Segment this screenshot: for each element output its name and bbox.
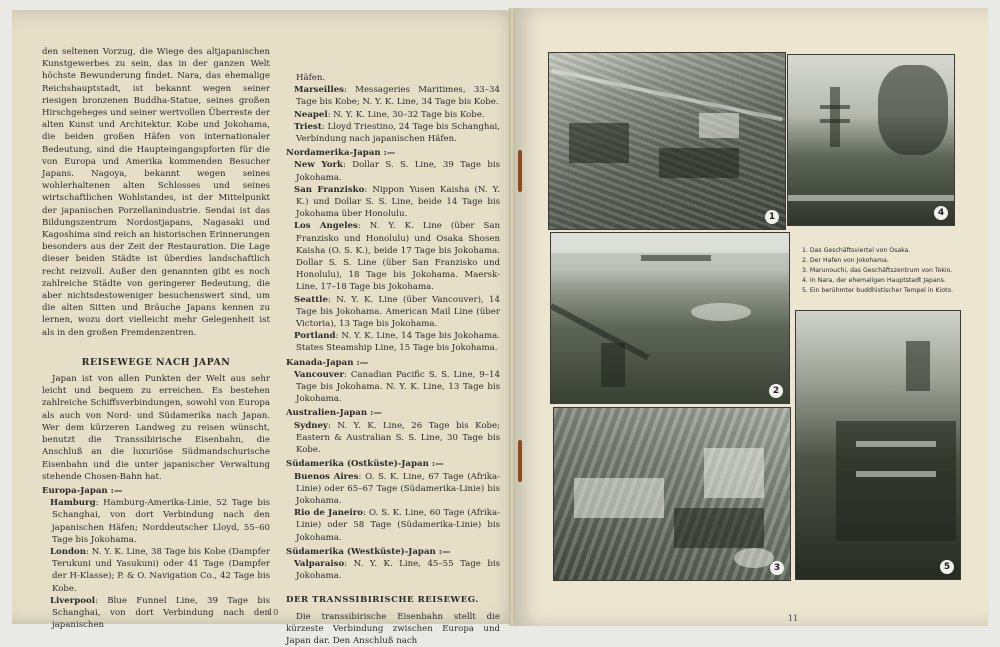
route-entry: Triest: Lloyd Triestino, 24 Tage bis Schanghai, Verbindung nach japanischen Häfen.: [294, 121, 500, 145]
photo-kyoto-temple: [795, 310, 961, 580]
photo-captions: [802, 246, 962, 296]
photo-number: 3: [770, 561, 784, 575]
page-number: 10: [268, 608, 279, 617]
photo-number: 1: [765, 210, 779, 224]
body-paragraph: Japan ist von allen Punkten der Welt aus sehr leicht und bequem zu erreichen. Es bestehen zahlreiche Schiffsverbindungen, sowohl von Europa als auch von Nord- und Südamerika nach Japan. Wer dem kürzeren Landweg zu reisen wünscht, benutzt die Transsibirische Eisenbahn, die Anschluß an die luxuriöse Südmandschurische Eisenbahn und die unter japanischer Verwaltung stehende Chosen-Bahn hat.: [42, 374, 270, 482]
caption: 3. Marunouchi, das Geschäftszentrum von Tokio.: [802, 267, 953, 274]
page-number: 11: [788, 614, 799, 623]
route-entry: Liverpool: Blue Funnel Line, 39 Tage bis Schanghai, von dort Verbindung nach den japanischen: [50, 595, 270, 631]
route-entry: Valparaiso: N. Y. K. Line, 45–55 Tage bis Jokohama.: [294, 558, 500, 582]
intro-paragraph: den seltenen Vorzug, die Wiege des altjapanischen Kunstgewerbes zu sein, das in der ganzen Welt höchste Bewunderung findet. Nara, das ehemalige Reichshauptstadt, ist bekannt wegen seiner riesigen bronzenen Buddha-Statue, seines großen Hirschgeheges und seiner wertvollen Überreste der alten Kunst und Architektur. Kobe und Jokohama, die beiden großen Häfen von internationaler Bedeutung, sind die Haupteingangspforten für die von Europa und Amerika kommenden Besucher Japans. Nagoya, bekannt wegen seines wohlerhaltenen alten Schlosses und seines wirtschaftlichen Wohlstandes, ist der Mittelpunkt der japanischen Porzellanindustrie. Sendai ist das Bildungszentrum Nordostjapans, Nagasaki und Kagoshima sind reich an historischen Erinnerungen besonders aus der Zeit der Restauration. Die Lage dieser beiden Städte ist überdies landschaftlich recht reizvoll. Außer den genannten gibt es noch zahlreiche Städte von geringerer Bedeutung, die aber nichtsdestoweniger besuchenswert sind, um die alten Sitten und Bräuche Japans kennen zu lernen, wozu dort vielleicht mehr Gelegenheit ist als in den großen Fremdenzentren.: [42, 47, 270, 338]
section-heading: REISEWEGE NACH JAPAN: [81, 356, 231, 368]
route-entry: Hamburg: Hamburg-Amerika-Linie, 52 Tage bis Schanghai, von dort Verbindung nach den japanischen Häfen; Norddeutscher Lloyd, 55–60 Tage bis Jokohama.: [50, 498, 270, 545]
route-entry: Marseilles: Messageries Maritimes, 33–34 Tage bis Kobe; N. Y. K. Line, 34 Tage bis Kobe.: [294, 85, 500, 108]
route-entry: Los Angeles: N. Y. K. Line (über San Franzisko und Honolulu) und Osaka Shosen Kaisha (O. S. K.), beide 17 Tage bis Jokohama. Dollar S. S. Line (über San Franzisko und Honolulu), 18 Tage bis Jokohama. Maersk-Line, 17–18 Tage bis Jokohama.: [294, 221, 500, 293]
body-paragraph: Die transsibirische Eisenbahn stellt die kürzeste Verbindung zwischen Europa und Japan dar. Den Anschluß nach: [286, 611, 500, 646]
book-fold: [509, 8, 515, 626]
caption: 5. Ein berühmter buddhistischer Tempel in Kioto.: [802, 287, 954, 294]
route-entry: London: N. Y. K. Line, 38 Tage bis Kobe (Dampfer Terukuni und Yasukuni) oder 41 Tage (Dampfer der H-Klasse); P. & O. Navigation Co., 42 Tage bis Kobe.: [50, 546, 270, 594]
section-heading: DER TRANSSIBIRISCHE REISEWEG.: [286, 595, 479, 606]
route-entry: Buenos Aires: O. S. K. Line, 67 Tage (Afrika-Linie) oder 65–67 Tage (Südamerika-Linie) bis Jokohama.: [294, 471, 501, 506]
caption: 1. Das Geschäftsviertel von Osaka.: [802, 247, 911, 254]
caption: 2. Der Hafen von Jokohama.: [802, 257, 889, 264]
route-region-title: Australien-Japan :—: [286, 408, 382, 419]
route-entry: Portland: N. Y. K. Line, 14 Tage bis Jokohama. States Steamship Line, 15 Tage bis Jokohama.: [294, 331, 500, 354]
photo-yokohama-harbor: [550, 232, 790, 404]
photo-number: 4: [934, 206, 948, 220]
route-entry: Neapel: N. Y. K. Line, 30–32 Tage bis Kobe.: [294, 109, 485, 120]
photo-nara-pagoda: [787, 54, 955, 226]
photo-number: 2: [769, 384, 783, 398]
route-region-title: Kanada-Japan :—: [286, 357, 369, 368]
route-region-title: Südamerika (Westküste)-Japan :—: [286, 546, 451, 557]
route-entry: New York: Dollar S. S. Line, 39 Tage bis Jokohama.: [294, 160, 500, 183]
route-entry: Seattle: N. Y. K. Line (über Vancouver), 14 Tage bis Jokohama. American Mail Line (über Victoria), 13 Tage bis Jokohama.: [294, 294, 500, 330]
binding-stitch: [518, 150, 522, 192]
photo-osaka-business-district: [548, 52, 786, 230]
route-region-title: Nordamerika-Japan :—: [286, 148, 396, 159]
caption: 4. In Nara, der ehemaligen Hauptstadt Japans.: [802, 277, 946, 284]
route-region-title: Südamerika (Ostküste)-Japan :—: [286, 459, 444, 470]
photo-number: 5: [940, 560, 954, 574]
route-entry: San Franzisko: Nippon Yusen Kaisha (N. Y. K.) und Dollar S. S. Line, beide 14 Tage bis Jokohama über Honolulu.: [294, 184, 500, 220]
route-entry: Vancouver: Canadian Pacific S. S. Line, 9–14 Tage bis Jokohama. N. Y. K. Line, 13 Tage bis Jokohama.: [294, 369, 500, 405]
route-entry: Rio de Janeiro: O. S. K. Line, 60 Tage (Afrika-Linie) oder 58 Tage (Südamerika-Linie) bis Jokohama.: [294, 508, 500, 543]
text-column-right: [286, 72, 500, 647]
route-entry: Sydney: N. Y. K. Line, 26 Tage bis Kobe; Eastern & Australian S. S. Line, 30 Tage bis Kobe.: [294, 420, 500, 456]
route-region-title: Europa-Japan :—: [42, 485, 123, 496]
continued-text: Häfen.: [296, 73, 326, 83]
binding-stitch: [518, 440, 522, 482]
text-column-left: [42, 46, 270, 631]
photo-marunouchi-tokyo: [553, 407, 791, 581]
